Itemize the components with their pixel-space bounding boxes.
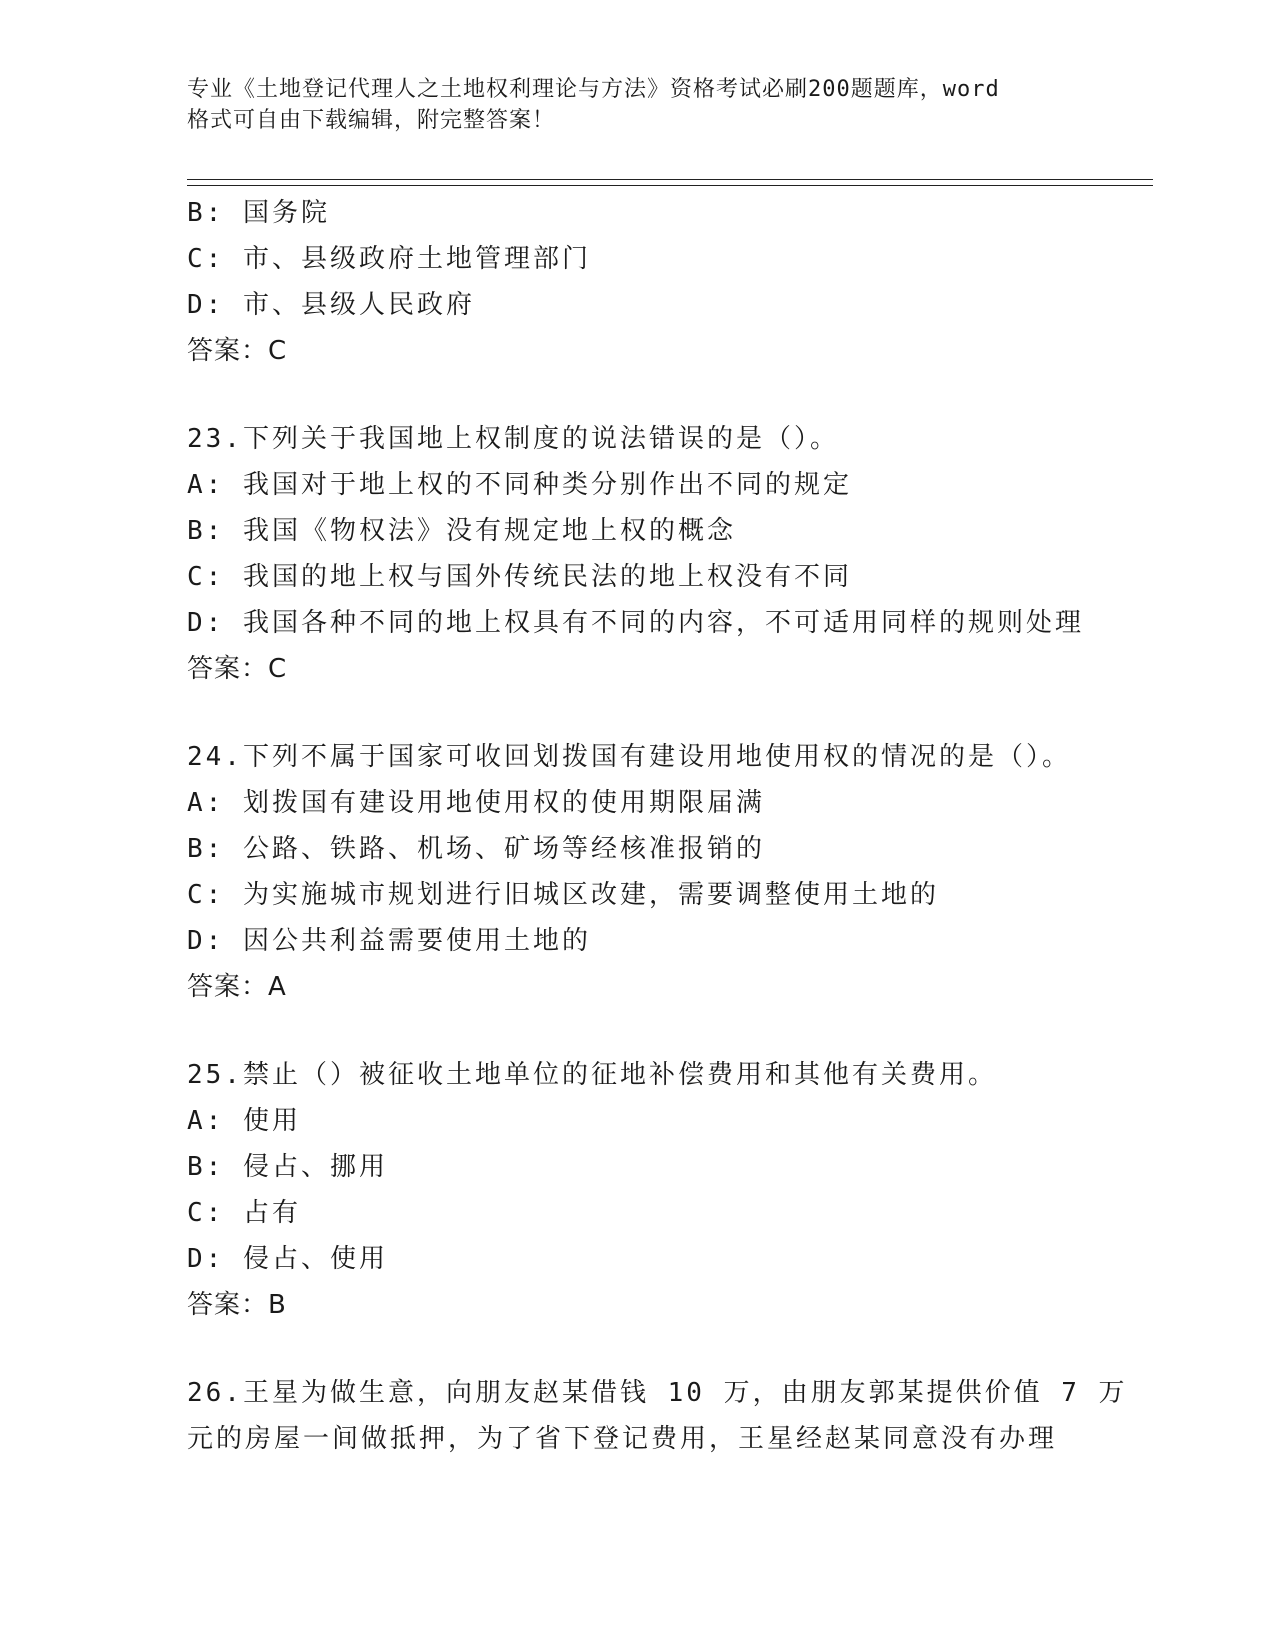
question-stem-line-1: 26.王星为做生意，向朋友赵某借钱 10 万，由朋友郭某提供价值 7 万 (187, 1378, 1128, 1408)
answer: 答案：B (187, 1290, 287, 1320)
option-d: D: 因公共利益需要使用土地的 (187, 926, 591, 956)
spacer (187, 1010, 1147, 1052)
question-stem: 23.下列关于我国地上权制度的说法错误的是（）。 (187, 424, 839, 454)
option-c: C: 市、县级政府土地管理部门 (187, 244, 591, 274)
question-25 (187, 1052, 1147, 1328)
answer: 答案：C (187, 336, 288, 366)
question-26 (187, 1370, 1147, 1462)
option-a: A: 我国对于地上权的不同种类分别作出不同的规定 (187, 470, 852, 500)
option-b: B: 侵占、挪用 (187, 1152, 388, 1182)
spacer (187, 374, 1147, 416)
option-a: A: 划拨国有建设用地使用权的使用期限届满 (187, 788, 765, 818)
question-24 (187, 734, 1147, 1010)
option-c: C: 为实施城市规划进行旧城区改建，需要调整使用土地的 (187, 880, 939, 910)
answer: 答案：A (187, 972, 287, 1002)
spacer (187, 692, 1147, 734)
option-d: D: 我国各种不同的地上权具有不同的内容，不可适用同样的规则处理 (187, 608, 1084, 638)
header-line-2: 格式可自由下载编辑，附完整答案！ (187, 108, 556, 133)
option-c: C: 我国的地上权与国外传统民法的地上权没有不同 (187, 562, 852, 592)
option-b: B: 国务院 (187, 198, 330, 228)
question-stem: 25.禁止（）被征收土地单位的征地补偿费用和其他有关费用。 (187, 1060, 997, 1090)
question-stem-line-2: 元的房屋一间做抵押，为了省下登记费用，王星经赵某同意没有办理 (187, 1424, 1058, 1454)
header-divider-bottom (187, 185, 1153, 186)
answer: 答案：C (187, 654, 288, 684)
question-23 (187, 416, 1147, 692)
question-stem: 24.下列不属于国家可收回划拨国有建设用地使用权的情况的是（）。 (187, 742, 1071, 772)
header-line-1: 专业《土地登记代理人之土地权利理论与方法》资格考试必刷200题题库，word (187, 77, 1000, 102)
option-d: D: 侵占、使用 (187, 1244, 388, 1274)
header-divider-top (187, 179, 1153, 180)
option-b: B: 公路、铁路、机场、矿场等经核准报销的 (187, 834, 765, 864)
option-d: D: 市、县级人民政府 (187, 290, 475, 320)
question-22-tail (187, 190, 1147, 374)
spacer (187, 1328, 1147, 1370)
document-header (187, 74, 1067, 136)
option-a: A: 使用 (187, 1106, 301, 1136)
option-b: B: 我国《物权法》没有规定地上权的概念 (187, 516, 736, 546)
question-list (187, 190, 1147, 1462)
option-c: C: 占有 (187, 1198, 301, 1228)
